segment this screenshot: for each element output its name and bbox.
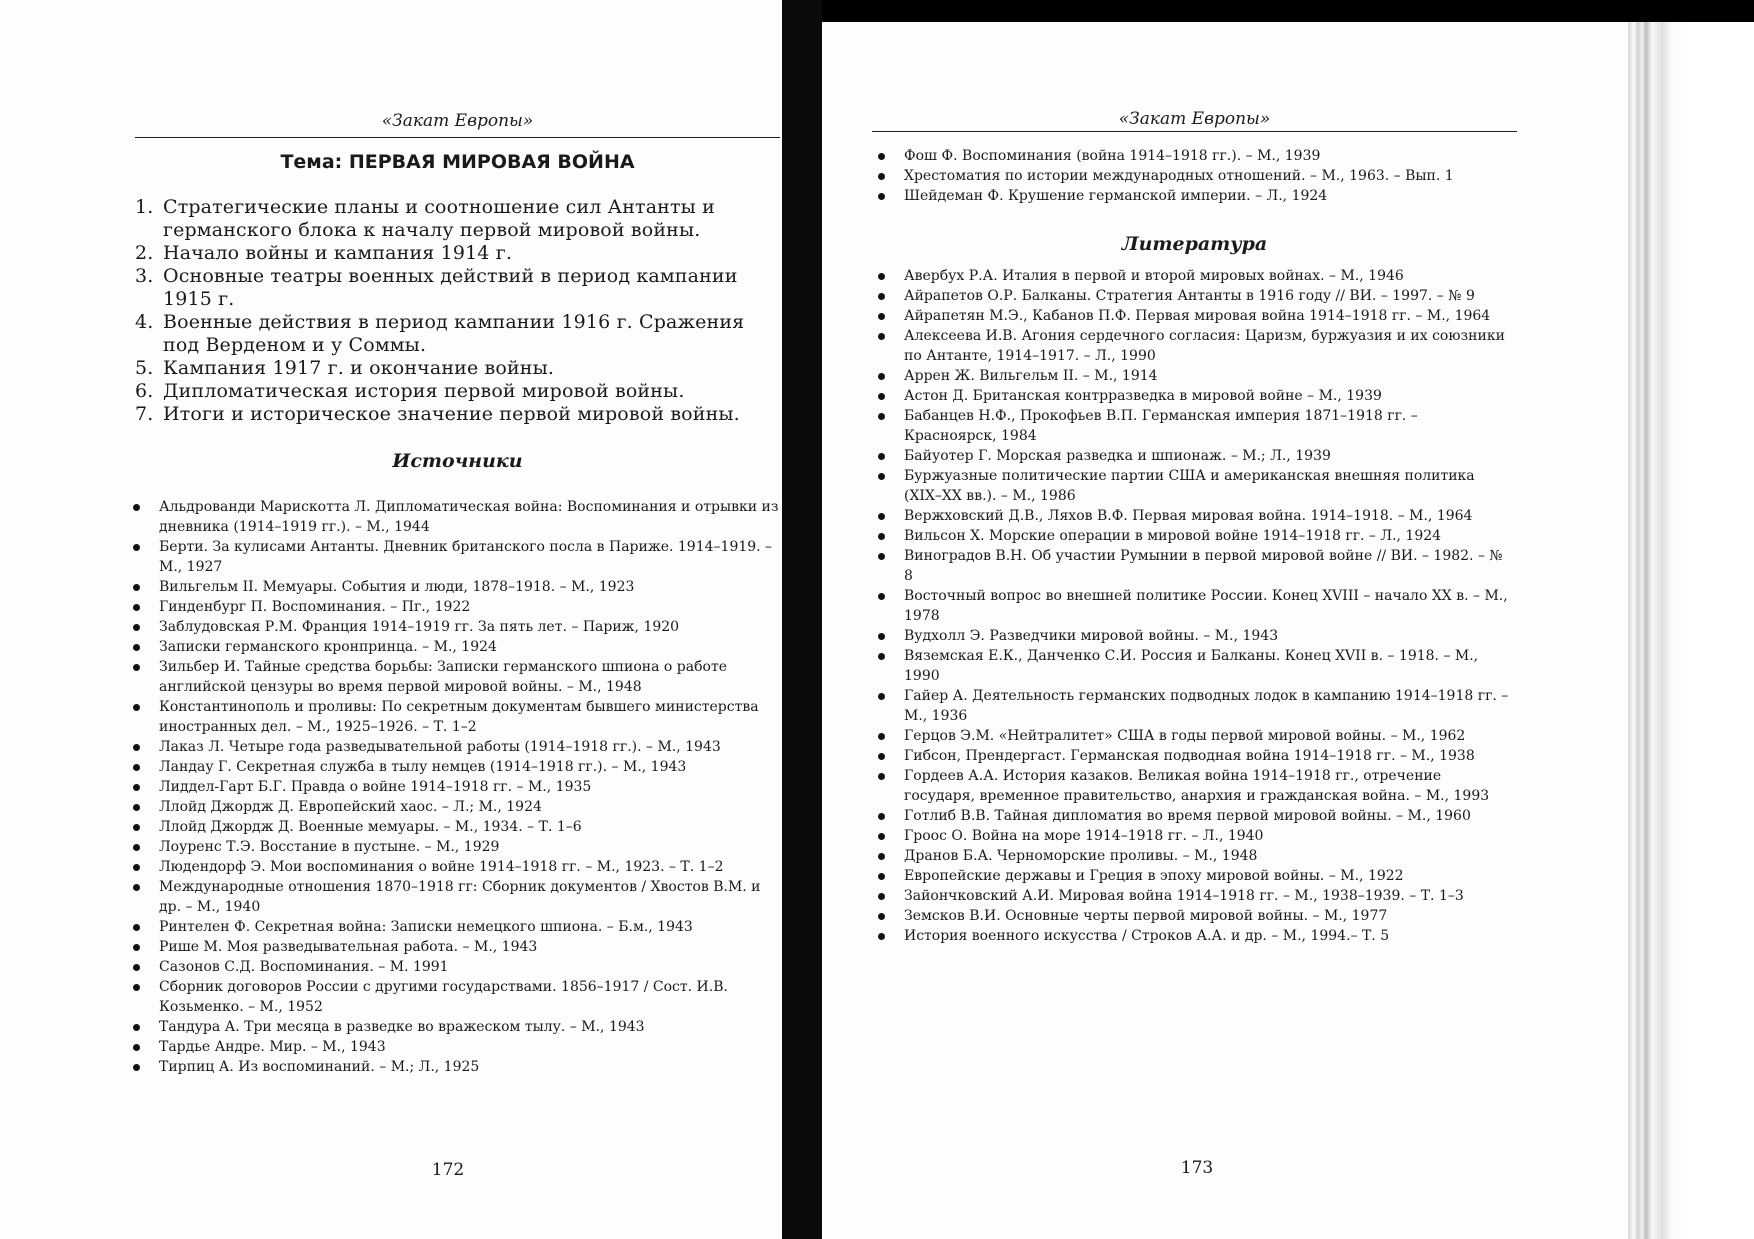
bibliography-entry: [874, 446, 1514, 466]
bibliography-entry: [874, 286, 1514, 306]
bibliography-entry-text: История военного искусства / Строков А.А. и др. – М., 1994.– Т. 5: [904, 928, 1390, 944]
sources-title: Источники: [392, 450, 523, 472]
bullet-icon: [133, 544, 140, 551]
plan-item-text: Итоги и историческое значение первой мировой войны.: [163, 403, 740, 425]
running-head: «Закат Европы»: [381, 111, 534, 131]
bibliography-entry: [129, 977, 779, 1017]
bibliography-entry: [874, 526, 1514, 546]
bullet-icon: [878, 873, 885, 880]
bibliography-entry-text: Международные отношения 1870–1918 гг: Сборник документов / Хвостов В.М. и др. – М., 1940: [159, 879, 761, 915]
plan-item-number: 6.: [135, 380, 154, 402]
bibliography-entry-text: Ландау Г. Секретная служба в тылу немцев (1914–1918 гг.). – М., 1943: [159, 759, 687, 775]
book-gutter: [782, 0, 822, 1239]
bullet-icon: [133, 884, 140, 891]
bibliography-entry-text: Сазонов С.Д. Воспоминания. – М. 1991: [159, 959, 449, 975]
plan-item-number: 1.: [135, 196, 154, 218]
bibliography-entry-text: Виноградов В.Н. Об участии Румынии в первой мировой войне // ВИ. – 1982. – № 8: [904, 548, 1503, 584]
plan-item: [135, 380, 780, 403]
bullet-icon: [133, 744, 140, 751]
bibliography-entry-text: Земсков В.И. Основные черты первой мировой войны. – М., 1977: [904, 908, 1388, 924]
bibliography-entry: [129, 777, 779, 797]
page-number: 172: [431, 1160, 465, 1180]
bullet-icon: [133, 864, 140, 871]
bibliography-entry: [874, 846, 1514, 866]
bibliography-entry-text: Герцов Э.М. «Нейтралитет» США в годы первой мировой войны. – М., 1962: [904, 728, 1466, 744]
bullet-icon: [133, 924, 140, 931]
bibliography-entry: [874, 826, 1514, 846]
bibliography-entry-text: Фош Ф. Воспоминания (война 1914–1918 гг.). – М., 1939: [904, 148, 1321, 164]
bibliography-entry: [874, 406, 1514, 446]
bibliography-entry: [874, 866, 1514, 886]
plan-item-number: 2.: [135, 242, 154, 264]
bibliography-entry-text: Альдрованди Марискотта Л. Дипломатическая война: Воспоминания и отрывки из дневника (1914–1919 гг.). – М., 1944: [159, 499, 779, 535]
bullet-icon: [133, 804, 140, 811]
bibliography-entry-text: Байуотер Г. Морская разведка и шпионаж. – М.; Л., 1939: [904, 448, 1331, 464]
bibliography-entry-text: Зайончковский А.И. Мировая война 1914–1918 гг. – М., 1938–1939. – Т. 1–3: [904, 888, 1464, 904]
plan-item-text: Кампания 1917 г. и окончание войны.: [163, 357, 555, 379]
bullet-icon: [878, 413, 885, 420]
bibliography-entry: [874, 306, 1514, 326]
plan-item: [135, 357, 780, 380]
bibliography-entry: [129, 957, 779, 977]
left-page: [0, 0, 782, 1239]
bibliography-entry: [874, 646, 1514, 686]
topic-title: Тема: ПЕРВАЯ МИРОВАЯ ВОЙНА: [280, 151, 635, 173]
bullet-icon: [133, 664, 140, 671]
bullet-icon: [133, 1024, 140, 1031]
bibliography-entry-text: Ллойд Джордж Д. Европейский хаос. – Л.; М., 1924: [159, 799, 542, 815]
bibliography-entry-text: Рише М. Моя разведывательная работа. – М., 1943: [159, 939, 538, 955]
plan-item-text: Военные действия в период кампании 1916 г. Сражения под Верденом и у Соммы.: [163, 311, 745, 356]
bibliography-entry: [129, 937, 779, 957]
bullet-icon: [878, 813, 885, 820]
plan-item-text: Дипломатическая история первой мировой войны.: [163, 380, 685, 402]
plan-item: [135, 311, 780, 357]
bibliography-entry: [874, 166, 1514, 186]
header-rule: [135, 137, 780, 138]
plan-item: [135, 242, 780, 265]
bullet-icon: [878, 533, 885, 540]
bibliography-entry-text: Авербух Р.А. Италия в первой и второй мировых войнах. – М., 1946: [904, 268, 1404, 284]
bibliography-entry: [874, 266, 1514, 286]
bibliography-entry-text: Алексеева И.В. Агония сердечного согласия: Царизм, буржуазия и их союзники по Антанте, 1914–1917. – Л., 1990: [904, 328, 1505, 364]
bibliography-entry-text: Сборник договоров России с другими государствами. 1856–1917 / Сост. И.В. Козьменко. – М., 1952: [159, 979, 728, 1015]
bibliography-entry-text: Ллойд Джордж Д. Военные мемуары. – М., 1934. – Т. 1–6: [159, 819, 582, 835]
bibliography-entry: [874, 466, 1514, 506]
bibliography-entry: [874, 586, 1514, 626]
bullet-icon: [878, 393, 885, 400]
page-stack-edge: [1628, 22, 1754, 1239]
bullet-icon: [878, 653, 885, 660]
bullet-icon: [878, 513, 885, 520]
bibliography-entry-text: Готлиб В.В. Тайная дипломатия во время первой мировой войны. – М., 1960: [904, 808, 1471, 824]
bibliography-entry: [129, 617, 779, 637]
literature-title: Литература: [1121, 233, 1268, 255]
sources-continued-list: [874, 146, 1514, 206]
running-head: «Закат Европы»: [1118, 109, 1271, 129]
bibliography-entry-text: Константинополь и проливы: По секретным документам бывшего министерства иностранных дел. – М., 1925–1926. – Т. 1–2: [159, 699, 759, 735]
bibliography-entry-text: Гайер А. Деятельность германских подводных лодок в кампанию 1914–1918 гг. – М., 1936: [904, 688, 1509, 724]
bibliography-entry-text: Лаказ Л. Четыре года разведывательной работы (1914–1918 гг.). – М., 1943: [159, 739, 721, 755]
bullet-icon: [133, 584, 140, 591]
bullet-icon: [878, 933, 885, 940]
bibliography-entry-text: Европейские державы и Греция в эпоху мировой войны. – М., 1922: [904, 868, 1404, 884]
page-number: 173: [1180, 1158, 1214, 1178]
bullet-icon: [133, 1064, 140, 1071]
bullet-icon: [878, 553, 885, 560]
bullet-icon: [878, 753, 885, 760]
bibliography-entry: [129, 797, 779, 817]
bibliography-entry-text: Заблудовская Р.М. Франция 1914–1919 гг. За пять лет. – Париж, 1920: [159, 619, 680, 635]
bibliography-entry: [129, 637, 779, 657]
bullet-icon: [133, 824, 140, 831]
bibliography-entry: [129, 817, 779, 837]
bullet-icon: [133, 844, 140, 851]
sources-list: [129, 497, 779, 1077]
bullet-icon: [133, 944, 140, 951]
plan-item-text: Стратегические планы и соотношение сил Антанты и германского блока к началу первой мировой войны.: [163, 196, 715, 241]
bibliography-entry-text: Зильбер И. Тайные средства борьбы: Записки германского шпиона о работе английской цензуры во время первой мировой войны. – М., 1948: [159, 659, 727, 695]
bibliography-entry-text: Берти. За кулисами Антанты. Дневник британского посла в Париже. 1914–1919. – М., 1927: [159, 539, 773, 575]
bibliography-entry-text: Гордеев А.А. История казаков. Великая война 1914–1918 гг., отречение государя, временное правительство, анархия и гражданская война. – М., 1993: [904, 768, 1490, 804]
bullet-icon: [878, 893, 885, 900]
right-page: [822, 22, 1682, 1239]
bullet-icon: [878, 693, 885, 700]
bibliography-entry: [874, 686, 1514, 726]
bibliography-entry: [129, 1017, 779, 1037]
bullet-icon: [878, 153, 885, 160]
bullet-icon: [133, 504, 140, 511]
bibliography-entry-text: Вяземская Е.К., Данченко С.И. Россия и Балканы. Конец XVII в. – 1918. – М., 1990: [904, 648, 1479, 684]
literature-list: [874, 266, 1514, 946]
plan-item: [135, 196, 780, 242]
bullet-icon: [878, 473, 885, 480]
bibliography-entry-text: Хрестоматия по истории международных отношений. – М., 1963. – Вып. 1: [904, 168, 1454, 184]
bibliography-entry-text: Людендорф Э. Мои воспоминания о войне 1914–1918 гг. – М., 1923. – Т. 1–2: [159, 859, 724, 875]
bibliography-entry: [129, 917, 779, 937]
bibliography-entry-text: Шейдеман Ф. Крушение германской империи. – Л., 1924: [904, 188, 1328, 204]
bullet-icon: [878, 773, 885, 780]
bibliography-entry: [874, 726, 1514, 746]
bibliography-entry-text: Гибсон, Прендергаст. Германская подводная война 1914–1918 гг. – М., 1938: [904, 748, 1475, 764]
bibliography-entry: [874, 626, 1514, 646]
bibliography-entry: [874, 766, 1514, 806]
bibliography-entry-text: Буржуазные политические партии США и американская внешняя политика (XIX–XX вв.). – М., 1986: [904, 468, 1475, 504]
plan-item-number: 3.: [135, 265, 154, 287]
bibliography-entry: [874, 806, 1514, 826]
bullet-icon: [878, 313, 885, 320]
bibliography-entry: [874, 506, 1514, 526]
bibliography-entry-text: Лоуренс Т.Э. Восстание в пустыне. – М., 1929: [159, 839, 500, 855]
bibliography-entry-text: Вудхолл Э. Разведчики мировой войны. – М., 1943: [904, 628, 1279, 644]
bibliography-entry-text: Восточный вопрос во внешней политике России. Конец XVIII – начало XX в. – М., 1978: [904, 588, 1508, 624]
bibliography-entry-text: Записки германского кронпринца. – М., 1924: [159, 639, 497, 655]
bibliography-entry-text: Тардье Андре. Мир. – М., 1943: [159, 1039, 386, 1055]
bullet-icon: [878, 373, 885, 380]
bullet-icon: [133, 604, 140, 611]
bullet-icon: [878, 733, 885, 740]
bibliography-entry: [874, 366, 1514, 386]
plan-item-text: Основные театры военных действий в период кампании 1915 г.: [163, 265, 738, 310]
plan-item-number: 4.: [135, 311, 154, 333]
bibliography-entry: [129, 737, 779, 757]
plan-item: [135, 403, 780, 426]
plan-item-number: 7.: [135, 403, 154, 425]
plan-item-text: Начало войны и кампания 1914 г.: [163, 242, 513, 264]
bibliography-entry-text: Ринтелен Ф. Секретная война: Записки немецкого шпиона. – Б.м., 1943: [159, 919, 693, 935]
bibliography-entry: [129, 597, 779, 617]
bibliography-entry-text: Вильсон Х. Морские операции в мировой войне 1914–1918 гг. – Л., 1924: [904, 528, 1442, 544]
bibliography-entry: [129, 1057, 779, 1077]
bullet-icon: [878, 453, 885, 460]
bibliography-entry: [129, 657, 779, 697]
bibliography-entry: [129, 1037, 779, 1057]
bullet-icon: [133, 644, 140, 651]
bibliography-entry: [874, 386, 1514, 406]
bibliography-entry: [129, 837, 779, 857]
bibliography-entry-text: Вержховский Д.В., Ляхов В.Ф. Первая мировая война. 1914–1918. – М., 1964: [904, 508, 1473, 524]
bullet-icon: [878, 833, 885, 840]
plan-item-number: 5.: [135, 357, 154, 379]
bibliography-entry-text: Вильгельм II. Мемуары. События и люди, 1878–1918. – М., 1923: [159, 579, 635, 595]
bibliography-entry-text: Лиддел-Гарт Б.Г. Правда о войне 1914–1918 гг. – М., 1935: [159, 779, 592, 795]
bibliography-entry: [129, 577, 779, 597]
bullet-icon: [878, 193, 885, 200]
bibliography-entry: [874, 906, 1514, 926]
plan-item: [135, 265, 780, 311]
bibliography-entry-text: Аррен Ж. Вильгельм II. – М., 1914: [904, 368, 1158, 384]
bibliography-entry: [129, 877, 779, 917]
bullet-icon: [878, 593, 885, 600]
bullet-icon: [133, 1044, 140, 1051]
bullet-icon: [133, 984, 140, 991]
bullet-icon: [878, 333, 885, 340]
bullet-icon: [133, 704, 140, 711]
bibliography-entry-text: Айрапетов О.Р. Балканы. Стратегия Антанты в 1916 году // ВИ. – 1997. – № 9: [904, 288, 1475, 304]
bullet-icon: [133, 784, 140, 791]
bullet-icon: [878, 853, 885, 860]
bibliography-entry-text: Бабанцев Н.Ф., Прокофьев В.П. Германская империя 1871–1918 гг. – Красноярск, 1984: [904, 408, 1418, 444]
bibliography-entry: [874, 746, 1514, 766]
bibliography-entry-text: Астон Д. Британская контрразведка в мировой войне – М., 1939: [904, 388, 1382, 404]
bibliography-entry: [874, 926, 1514, 946]
bullet-icon: [133, 964, 140, 971]
bibliography-entry: [129, 497, 779, 537]
bibliography-entry: [874, 186, 1514, 206]
bibliography-entry-text: Гинденбург П. Воспоминания. – Пг., 1922: [159, 599, 471, 615]
bibliography-entry: [129, 857, 779, 877]
bullet-icon: [878, 913, 885, 920]
bullet-icon: [133, 624, 140, 631]
bullet-icon: [133, 764, 140, 771]
bibliography-entry: [874, 326, 1514, 366]
bibliography-entry-text: Дранов Б.А. Черноморские проливы. – М., 1948: [904, 848, 1258, 864]
bibliography-entry: [129, 697, 779, 737]
bullet-icon: [878, 633, 885, 640]
bibliography-entry: [874, 546, 1514, 586]
bibliography-entry-text: Гроос О. Война на море 1914–1918 гг. – Л., 1940: [904, 828, 1264, 844]
bibliography-entry: [874, 146, 1514, 166]
bibliography-entry-text: Тандура А. Три месяца в разведке во вражеском тылу. – М., 1943: [159, 1019, 645, 1035]
bibliography-entry: [874, 886, 1514, 906]
bibliography-entry-text: Тирпиц А. Из воспоминаний. – М.; Л., 1925: [159, 1059, 480, 1075]
bullet-icon: [878, 173, 885, 180]
plan-list: [135, 196, 780, 426]
bibliography-entry-text: Айрапетян М.Э., Кабанов П.Ф. Первая мировая война 1914–1918 гг. – М., 1964: [904, 308, 1491, 324]
bullet-icon: [878, 273, 885, 280]
header-rule: [872, 131, 1517, 132]
bullet-icon: [878, 293, 885, 300]
bibliography-entry: [129, 757, 779, 777]
bibliography-entry: [129, 537, 779, 577]
